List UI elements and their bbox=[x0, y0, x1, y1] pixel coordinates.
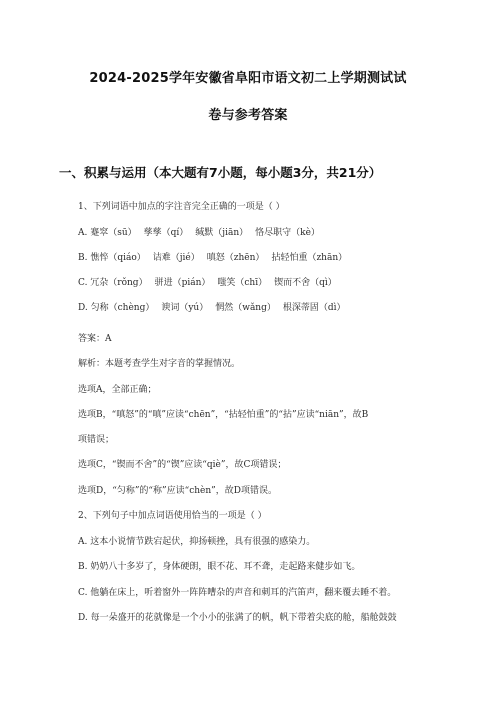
option-d-part: D. 匀称（chèng） bbox=[78, 303, 155, 313]
option-d-part: 根深蒂固（dì） bbox=[282, 303, 346, 313]
explanation-b-line-2: 项错误； bbox=[78, 435, 115, 445]
question-1-option-c bbox=[78, 277, 344, 289]
explanation-c: 选项C，“锲而不舍”的“锲”应读“qiè”，故C项错误； bbox=[78, 460, 287, 470]
option-b-part: 嗔怒（zhēn） bbox=[206, 253, 265, 263]
option-c-part: C. 冗杂（rǒng） bbox=[78, 278, 148, 288]
explanation-b-line-1: 选项B，“嗔怒”的“嗔”应读“chēn”，“拈轻怕重”的“拈”应读“niān”，故B bbox=[78, 410, 369, 420]
option-b-part: 诘难（jié） bbox=[152, 253, 200, 263]
question-1-answer: 答案：A bbox=[78, 334, 112, 344]
option-c-part: 嗤笑（chī） bbox=[217, 278, 268, 288]
option-c-part: 骈进（pián） bbox=[154, 278, 211, 288]
option-a-part: A. 蹇窣（sū） bbox=[78, 228, 137, 238]
option-a-part: 缄默（jiān） bbox=[195, 228, 249, 238]
option-a-part: 孳孳（qí） bbox=[143, 228, 189, 238]
document-title-line-1: 2024-2025学年安徽省阜阳市语文初二上学期测试试 bbox=[89, 71, 407, 86]
explanation-d: 选项D，“匀称”的“称”应读“chèn”，故D项错误。 bbox=[78, 486, 277, 496]
explanation-a: 选项A，全部正确； bbox=[78, 385, 157, 395]
option-d-part: 谀词（yú） bbox=[161, 303, 209, 313]
question-1-analysis: 解析：本题考查学生对字音的掌握情况。 bbox=[78, 359, 241, 369]
option-a-part: 恪尽职守（kè） bbox=[255, 228, 320, 238]
section-heading: 一、积累与运用（本大题有7小题，每小题3分，共21分） bbox=[59, 165, 382, 180]
option-b-part: 拈轻怕重（zhān） bbox=[271, 253, 348, 263]
question-1-stem: 1、下列词语中加点的字注音完全正确的一项是（ ） bbox=[78, 202, 285, 212]
question-2-option-b: B. 奶奶八十多岁了，身体硬朗，眼不花、耳不聋，走起路来健步如飞。 bbox=[78, 562, 361, 572]
question-2-option-c: C. 他躺在床上，听着窗外一阵阵嘈杂的声音和刺耳的汽笛声，翻来覆去睡不着。 bbox=[78, 588, 397, 598]
option-c-part: 锲而不舍（qì） bbox=[274, 278, 337, 288]
question-2-stem: 2、下列句子中加点词语使用恰当的一项是（ ） bbox=[78, 511, 267, 521]
option-d-part: 惘然（wǎng） bbox=[215, 303, 276, 313]
document-title-line-2: 卷与参考答案 bbox=[208, 108, 288, 123]
question-2-option-a: A. 这本小说情节跌宕起伏，抑扬顿挫，具有很强的感染力。 bbox=[78, 537, 316, 547]
question-2-option-d: D. 每一朵盛开的花就像是一个小小的张满了的帆，帆下带着尖底的舱，船舱鼓鼓 bbox=[78, 613, 397, 623]
question-1-option-d bbox=[78, 302, 353, 314]
option-b-part: B. 憔悴（qiáo） bbox=[78, 253, 146, 263]
question-1-option-a bbox=[78, 227, 327, 239]
question-1-option-b bbox=[78, 252, 354, 264]
